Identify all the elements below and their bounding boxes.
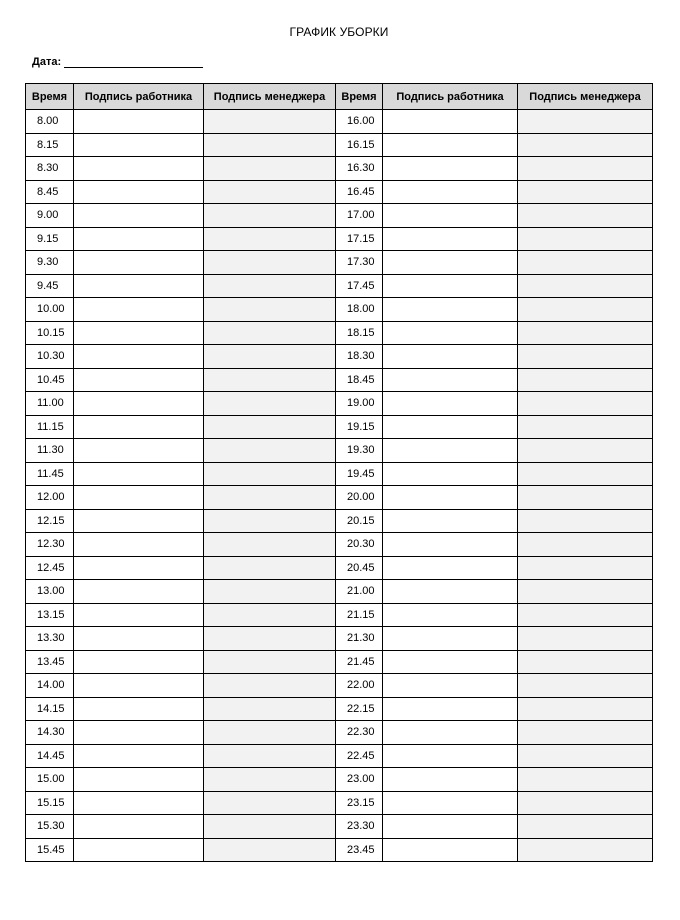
time-cell-left: 9.00 [26,204,74,228]
time-cell-right: 22.00 [336,674,383,698]
worker-signature-cell-left[interactable] [74,321,204,345]
table-row [26,674,653,698]
manager-signature-cell-left[interactable] [204,298,336,322]
table-row [26,298,653,322]
time-cell-left: 9.30 [26,251,74,275]
time-cell-left: 12.30 [26,533,74,557]
manager-signature-cell-right[interactable] [518,180,653,204]
time-cell-left: 11.45 [26,462,74,486]
header-time-left: Время [26,84,74,110]
table-row [26,462,653,486]
worker-signature-cell-left[interactable] [74,462,204,486]
table-row [26,627,653,651]
manager-signature-cell-right[interactable] [518,486,653,510]
worker-signature-cell-left[interactable] [74,509,204,533]
table-row [26,392,653,416]
table-row [26,415,653,439]
table-row [26,110,653,134]
table-row [26,509,653,533]
table-row [26,227,653,251]
time-cell-right: 16.00 [336,110,383,134]
time-cell-left: 10.45 [26,368,74,392]
worker-signature-cell-left[interactable] [74,415,204,439]
manager-signature-cell-right[interactable] [518,744,653,768]
time-cell-left: 13.00 [26,580,74,604]
table-row [26,791,653,815]
worker-signature-cell-right[interactable] [383,838,518,862]
worker-signature-cell-right[interactable] [383,227,518,251]
manager-signature-cell-left[interactable] [204,345,336,369]
time-cell-right: 19.45 [336,462,383,486]
time-cell-right: 17.00 [336,204,383,228]
table-row [26,439,653,463]
time-cell-right: 20.45 [336,556,383,580]
manager-signature-cell-right[interactable] [518,345,653,369]
manager-signature-cell-left[interactable] [204,556,336,580]
manager-signature-cell-left[interactable] [204,838,336,862]
worker-signature-cell-left[interactable] [74,133,204,157]
worker-signature-cell-right[interactable] [383,157,518,181]
worker-signature-cell-left[interactable] [74,627,204,651]
manager-signature-cell-left[interactable] [204,486,336,510]
time-cell-left: 9.45 [26,274,74,298]
manager-signature-cell-right[interactable] [518,533,653,557]
date-field [32,56,203,68]
table-row [26,345,653,369]
manager-signature-cell-right[interactable] [518,157,653,181]
manager-signature-cell-left[interactable] [204,674,336,698]
time-cell-right: 20.30 [336,533,383,557]
time-cell-left: 10.15 [26,321,74,345]
manager-signature-cell-right[interactable] [518,274,653,298]
worker-signature-cell-right[interactable] [383,486,518,510]
worker-signature-cell-left[interactable] [74,274,204,298]
manager-signature-cell-left[interactable] [204,721,336,745]
time-cell-right: 18.00 [336,298,383,322]
manager-signature-cell-right[interactable] [518,392,653,416]
time-cell-right: 22.45 [336,744,383,768]
manager-signature-cell-left[interactable] [204,650,336,674]
time-cell-left: 15.15 [26,791,74,815]
manager-signature-cell-left[interactable] [204,133,336,157]
table-header-row [26,84,653,110]
worker-signature-cell-right[interactable] [383,509,518,533]
worker-signature-cell-right[interactable] [383,251,518,275]
manager-signature-cell-left[interactable] [204,157,336,181]
time-cell-left: 12.00 [26,486,74,510]
worker-signature-cell-left[interactable] [74,251,204,275]
time-cell-right: 19.15 [336,415,383,439]
manager-signature-cell-left[interactable] [204,321,336,345]
manager-signature-cell-left[interactable] [204,697,336,721]
date-label: Дата: [32,56,62,68]
worker-signature-cell-right[interactable] [383,627,518,651]
worker-signature-cell-left[interactable] [74,838,204,862]
worker-signature-cell-right[interactable] [383,674,518,698]
time-cell-right: 23.00 [336,768,383,792]
worker-signature-cell-left[interactable] [74,392,204,416]
manager-signature-cell-left[interactable] [204,744,336,768]
table-row [26,157,653,181]
time-cell-left: 13.45 [26,650,74,674]
time-cell-left: 15.45 [26,838,74,862]
manager-signature-cell-left[interactable] [204,180,336,204]
table-row [26,274,653,298]
time-cell-left: 8.30 [26,157,74,181]
manager-signature-cell-right[interactable] [518,580,653,604]
manager-signature-cell-left[interactable] [204,815,336,839]
manager-signature-cell-left[interactable] [204,627,336,651]
header-time-right: Время [336,84,383,110]
manager-signature-cell-right[interactable] [518,415,653,439]
time-cell-left: 14.45 [26,744,74,768]
manager-signature-cell-right[interactable] [518,321,653,345]
worker-signature-cell-right[interactable] [383,744,518,768]
worker-signature-cell-right[interactable] [383,697,518,721]
manager-signature-cell-left[interactable] [204,274,336,298]
page-title: ГРАФИК УБОРКИ [289,25,389,39]
worker-signature-cell-left[interactable] [74,697,204,721]
time-cell-right: 21.30 [336,627,383,651]
manager-signature-cell-left[interactable] [204,251,336,275]
worker-signature-cell-right[interactable] [383,204,518,228]
time-cell-left: 12.15 [26,509,74,533]
manager-signature-cell-left[interactable] [204,439,336,463]
table-row [26,838,653,862]
time-cell-left: 10.30 [26,345,74,369]
manager-signature-cell-left[interactable] [204,415,336,439]
manager-signature-cell-left[interactable] [204,603,336,627]
time-cell-left: 8.00 [26,110,74,134]
worker-signature-cell-right[interactable] [383,368,518,392]
table-row [26,204,653,228]
time-cell-left: 14.15 [26,697,74,721]
time-cell-left: 12.45 [26,556,74,580]
table-row [26,133,653,157]
time-cell-right: 20.15 [336,509,383,533]
time-cell-right: 16.30 [336,157,383,181]
manager-signature-cell-right[interactable] [518,462,653,486]
manager-signature-cell-left[interactable] [204,768,336,792]
manager-signature-cell-right[interactable] [518,674,653,698]
manager-signature-cell-right[interactable] [518,204,653,228]
time-cell-right: 22.15 [336,697,383,721]
worker-signature-cell-left[interactable] [74,744,204,768]
manager-signature-cell-right[interactable] [518,509,653,533]
header-manager-signature-left: Подпись менеджера [204,84,336,110]
table-row [26,180,653,204]
worker-signature-cell-left[interactable] [74,674,204,698]
worker-signature-cell-right[interactable] [383,321,518,345]
manager-signature-cell-left[interactable] [204,791,336,815]
time-cell-right: 23.15 [336,791,383,815]
time-cell-right: 19.00 [336,392,383,416]
time-cell-right: 18.15 [336,321,383,345]
time-cell-left: 9.15 [26,227,74,251]
time-cell-right: 17.30 [336,251,383,275]
manager-signature-cell-left[interactable] [204,533,336,557]
manager-signature-cell-right[interactable] [518,697,653,721]
table-row [26,744,653,768]
manager-signature-cell-left[interactable] [204,580,336,604]
manager-signature-cell-right[interactable] [518,298,653,322]
worker-signature-cell-left[interactable] [74,580,204,604]
date-blank-line[interactable] [64,56,203,68]
time-cell-left: 13.30 [26,627,74,651]
worker-signature-cell-right[interactable] [383,650,518,674]
header-worker-signature-left: Подпись работника [74,84,204,110]
manager-signature-cell-right[interactable] [518,439,653,463]
manager-signature-cell-left[interactable] [204,392,336,416]
manager-signature-cell-right[interactable] [518,603,653,627]
time-cell-right: 21.45 [336,650,383,674]
header-worker-signature-right: Подпись работника [383,84,518,110]
worker-signature-cell-left[interactable] [74,204,204,228]
worker-signature-cell-right[interactable] [383,439,518,463]
table-row [26,251,653,275]
manager-signature-cell-right[interactable] [518,133,653,157]
manager-signature-cell-right[interactable] [518,110,653,134]
worker-signature-cell-left[interactable] [74,486,204,510]
worker-signature-cell-left[interactable] [74,768,204,792]
worker-signature-cell-left[interactable] [74,439,204,463]
worker-signature-cell-left[interactable] [74,556,204,580]
manager-signature-cell-right[interactable] [518,650,653,674]
manager-signature-cell-left[interactable] [204,509,336,533]
worker-signature-cell-left[interactable] [74,791,204,815]
worker-signature-cell-right[interactable] [383,133,518,157]
time-cell-left: 13.15 [26,603,74,627]
time-cell-left: 10.00 [26,298,74,322]
time-cell-right: 19.30 [336,439,383,463]
worker-signature-cell-left[interactable] [74,157,204,181]
worker-signature-cell-right[interactable] [383,791,518,815]
worker-signature-cell-left[interactable] [74,650,204,674]
worker-signature-cell-left[interactable] [74,180,204,204]
manager-signature-cell-right[interactable] [518,251,653,275]
table-row [26,697,653,721]
worker-signature-cell-right[interactable] [383,345,518,369]
time-cell-right: 18.45 [336,368,383,392]
table-row [26,815,653,839]
table-row [26,486,653,510]
manager-signature-cell-left[interactable] [204,110,336,134]
worker-signature-cell-right[interactable] [383,274,518,298]
manager-signature-cell-right[interactable] [518,721,653,745]
table-row [26,321,653,345]
table-body [26,110,653,862]
worker-signature-cell-left[interactable] [74,533,204,557]
time-cell-right: 22.30 [336,721,383,745]
manager-signature-cell-right[interactable] [518,791,653,815]
time-cell-right: 21.00 [336,580,383,604]
table-row [26,721,653,745]
cleaning-schedule-table [25,83,653,862]
worker-signature-cell-right[interactable] [383,110,518,134]
time-cell-left: 11.30 [26,439,74,463]
time-cell-left: 8.45 [26,180,74,204]
worker-signature-cell-right[interactable] [383,556,518,580]
manager-signature-cell-right[interactable] [518,368,653,392]
worker-signature-cell-right[interactable] [383,462,518,486]
worker-signature-cell-right[interactable] [383,415,518,439]
time-cell-left: 11.15 [26,415,74,439]
manager-signature-cell-right[interactable] [518,815,653,839]
time-cell-right: 23.30 [336,815,383,839]
worker-signature-cell-right[interactable] [383,298,518,322]
time-cell-left: 11.00 [26,392,74,416]
time-cell-right: 16.45 [336,180,383,204]
time-cell-right: 17.45 [336,274,383,298]
manager-signature-cell-left[interactable] [204,227,336,251]
time-cell-left: 14.00 [26,674,74,698]
time-cell-left: 15.30 [26,815,74,839]
manager-signature-cell-left[interactable] [204,204,336,228]
worker-signature-cell-right[interactable] [383,768,518,792]
manager-signature-cell-right[interactable] [518,838,653,862]
time-cell-right: 21.15 [336,603,383,627]
time-cell-left: 14.30 [26,721,74,745]
table-row [26,768,653,792]
time-cell-right: 23.45 [336,838,383,862]
manager-signature-cell-right[interactable] [518,768,653,792]
worker-signature-cell-left[interactable] [74,227,204,251]
worker-signature-cell-left[interactable] [74,368,204,392]
worker-signature-cell-right[interactable] [383,533,518,557]
worker-signature-cell-left[interactable] [74,298,204,322]
header-manager-signature-right: Подпись менеджера [518,84,653,110]
time-cell-right: 18.30 [336,345,383,369]
worker-signature-cell-left[interactable] [74,815,204,839]
manager-signature-cell-right[interactable] [518,227,653,251]
time-cell-left: 15.00 [26,768,74,792]
manager-signature-cell-left[interactable] [204,368,336,392]
worker-signature-cell-right[interactable] [383,721,518,745]
manager-signature-cell-left[interactable] [204,462,336,486]
manager-signature-cell-right[interactable] [518,556,653,580]
table-row [26,368,653,392]
manager-signature-cell-right[interactable] [518,627,653,651]
table-row [26,533,653,557]
worker-signature-cell-left[interactable] [74,721,204,745]
worker-signature-cell-right[interactable] [383,392,518,416]
table-row [26,580,653,604]
worker-signature-cell-left[interactable] [74,110,204,134]
table-row [26,556,653,580]
time-cell-right: 17.15 [336,227,383,251]
table-row [26,603,653,627]
worker-signature-cell-right[interactable] [383,180,518,204]
table-row [26,650,653,674]
worker-signature-cell-right[interactable] [383,603,518,627]
time-cell-left: 8.15 [26,133,74,157]
worker-signature-cell-left[interactable] [74,345,204,369]
worker-signature-cell-right[interactable] [383,815,518,839]
time-cell-right: 16.15 [336,133,383,157]
worker-signature-cell-right[interactable] [383,580,518,604]
worker-signature-cell-left[interactable] [74,603,204,627]
time-cell-right: 20.00 [336,486,383,510]
